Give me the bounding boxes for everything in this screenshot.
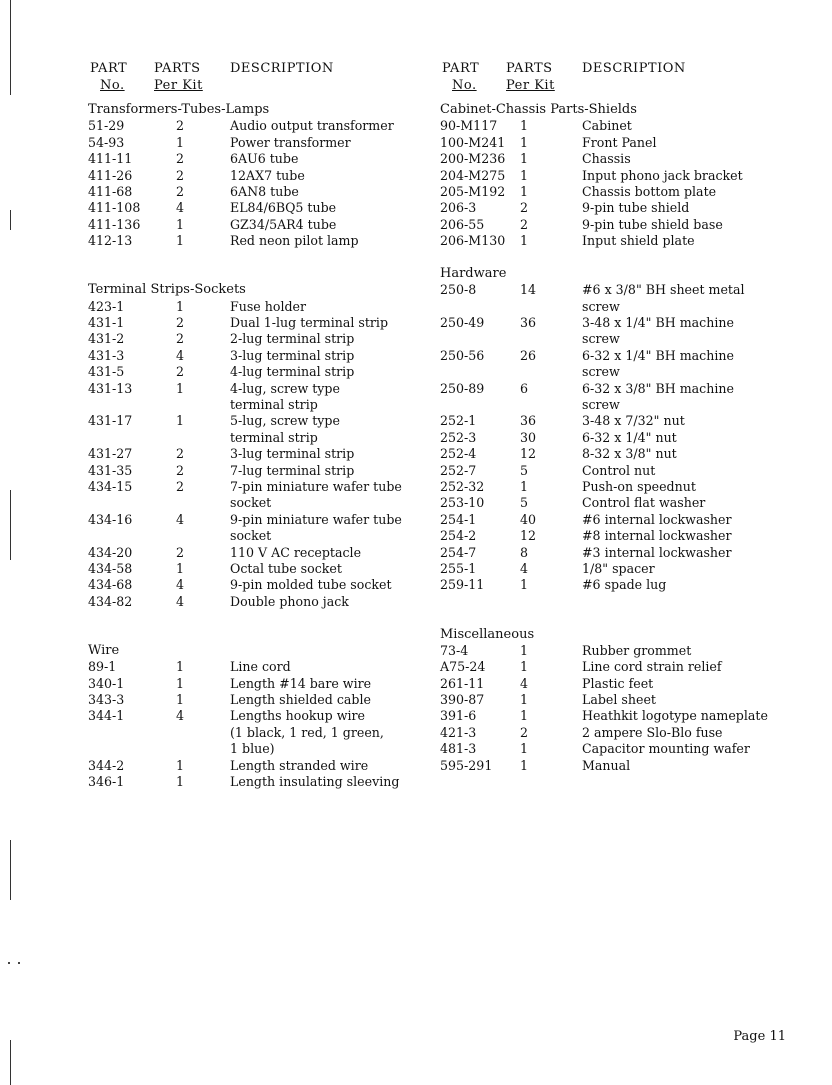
left-parts-column: [88, 60, 433, 790]
page-number: Page 11: [733, 1029, 786, 1044]
part-description: socket: [230, 495, 272, 511]
part-no-heading: PART No.: [90, 61, 128, 93]
parts-row: [440, 315, 832, 331]
part-number: 411-26: [88, 167, 133, 183]
parts-row: [88, 135, 433, 151]
spacer-row: [88, 250, 433, 266]
quantity-per-kit: 1: [520, 167, 529, 183]
right-parts-list: [440, 102, 832, 774]
scan-margin-mark: [10, 0, 11, 95]
parts-row: [88, 594, 433, 610]
parts-row: [88, 217, 433, 233]
column-header: [440, 60, 832, 102]
quantity-per-kit: 14: [520, 282, 537, 298]
part-number: 344-2: [88, 757, 125, 773]
parts-row: [88, 545, 433, 561]
parts-row: [88, 659, 433, 675]
part-number: 252-7: [440, 462, 477, 478]
parts-row: [440, 495, 832, 511]
scan-dot: [8, 962, 10, 964]
spacer-row: [440, 610, 832, 626]
spacer-row: [440, 250, 832, 266]
parts-row: [440, 168, 832, 184]
parts-row: [88, 413, 433, 429]
column-header: [88, 60, 433, 102]
section-title: Hardware: [440, 265, 507, 281]
quantity-per-kit: 2: [520, 724, 529, 740]
parts-row: [88, 233, 433, 249]
part-description: Length shielded cable: [230, 692, 371, 708]
description-heading: DESCRIPTION: [582, 61, 686, 76]
part-number: 261-11: [440, 675, 485, 691]
part-description: #6 x 3/8" BH sheet metal: [582, 282, 745, 298]
part-description: Control nut: [582, 462, 656, 478]
quantity-per-kit: 1: [520, 741, 529, 757]
part-description: Length #14 bare wire: [230, 675, 372, 691]
part-number: 431-13: [88, 380, 133, 396]
spacer-row: [88, 627, 433, 643]
parts-per-kit-heading: PARTS Per Kit: [506, 61, 555, 93]
parts-row: [440, 708, 832, 724]
parts-row: [440, 463, 832, 479]
part-description: Cabinet: [582, 118, 632, 134]
quantity-per-kit: 40: [520, 511, 537, 527]
scan-margin-mark: [10, 210, 11, 230]
quantity-per-kit: 1: [176, 560, 185, 576]
part-description: 2 ampere Slo-Blo fuse: [582, 724, 723, 740]
quantity-per-kit: 1: [520, 118, 529, 134]
parts-row-continuation: [88, 741, 433, 757]
section-title: Wire: [88, 642, 120, 658]
quantity-per-kit: 12: [520, 446, 537, 462]
section-heading: [440, 627, 832, 643]
parts-row-continuation: [440, 397, 832, 413]
part-number: 254-2: [440, 528, 477, 544]
quantity-per-kit: 1: [520, 659, 529, 675]
part-description: 3-lug terminal strip: [230, 446, 355, 462]
parts-row: [440, 512, 832, 528]
part-description: 9-pin tube shield base: [582, 216, 723, 232]
part-number: 259-11: [440, 577, 485, 593]
part-number: 254-1: [440, 511, 477, 527]
part-number: 481-3: [440, 741, 477, 757]
part-description: screw: [582, 331, 620, 347]
part-description: Manual: [582, 757, 631, 773]
description-heading: DESCRIPTION: [230, 61, 334, 76]
parts-row-continuation: [88, 495, 433, 511]
quantity-per-kit: 1: [520, 642, 529, 658]
parts-row-continuation: [440, 331, 832, 347]
part-number: 411-11: [88, 151, 133, 167]
part-number: 250-56: [440, 347, 485, 363]
section-title: Terminal Strips-Sockets: [88, 282, 246, 298]
part-number: 421-3: [440, 724, 477, 740]
part-number: 252-4: [440, 446, 477, 462]
part-description: 6-32 x 1/4" nut: [582, 429, 677, 445]
parts-row: [440, 692, 832, 708]
parts-per-kit-heading: PARTS Per Kit: [154, 61, 203, 93]
part-number: 423-1: [88, 298, 125, 314]
part-description: 1/8" spacer: [582, 560, 655, 576]
part-number: 206-3: [440, 200, 477, 216]
quantity-per-kit: 4: [176, 593, 185, 609]
part-description: Length insulating sleeving: [230, 774, 400, 790]
part-number: 434-16: [88, 511, 133, 527]
part-number: 250-8: [440, 282, 477, 298]
parts-row-continuation: [88, 725, 433, 741]
quantity-per-kit: 2: [176, 462, 185, 478]
part-number: 100-M241: [440, 134, 506, 150]
parts-row: [88, 299, 433, 315]
part-description: Chassis: [582, 151, 631, 167]
parts-row: [88, 200, 433, 216]
part-description: 7-lug terminal strip: [230, 462, 355, 478]
part-number: 434-68: [88, 577, 133, 593]
parts-row: [88, 168, 433, 184]
part-description: Input shield plate: [582, 233, 695, 249]
parts-row: [88, 561, 433, 577]
part-description: 6AU6 tube: [230, 151, 299, 167]
part-description: 9-pin tube shield: [582, 200, 690, 216]
part-description: socket: [230, 528, 272, 544]
quantity-per-kit: 2: [176, 118, 185, 134]
parts-row-continuation: [440, 364, 832, 380]
parts-row: [88, 577, 433, 593]
part-number: 252-32: [440, 478, 485, 494]
part-description: Control flat washer: [582, 495, 706, 511]
part-number: 434-20: [88, 544, 133, 560]
parts-row: [88, 315, 433, 331]
part-description: 3-48 x 1/4" BH machine: [582, 315, 734, 331]
part-description: Red neon pilot lamp: [230, 233, 359, 249]
part-number: 411-136: [88, 216, 141, 232]
scan-margin-mark: [10, 840, 11, 900]
quantity-per-kit: 5: [520, 495, 529, 511]
parts-row: [88, 512, 433, 528]
quantity-per-kit: 12: [520, 528, 537, 544]
parts-row-continuation: [88, 397, 433, 413]
part-number: 254-7: [440, 544, 477, 560]
spacer-row: [440, 594, 832, 610]
part-description: Heathkit logotype nameplate: [582, 708, 768, 724]
part-number: 431-3: [88, 347, 125, 363]
quantity-per-kit: 1: [176, 233, 185, 249]
quantity-per-kit: 30: [520, 429, 537, 445]
quantity-per-kit: 2: [176, 183, 185, 199]
part-number: 431-1: [88, 315, 125, 331]
part-description: 6-32 x 1/4" BH machine: [582, 347, 734, 363]
parts-row: [440, 643, 832, 659]
part-number: 205-M192: [440, 183, 506, 199]
quantity-per-kit: 8: [520, 544, 529, 560]
quantity-per-kit: 2: [176, 544, 185, 560]
section-title: Transformers-Tubes-Lamps: [88, 102, 270, 117]
scan-margin-mark: [10, 1040, 11, 1085]
part-description: Lengths hookup wire: [230, 708, 365, 724]
section-heading: [88, 102, 433, 118]
parts-row: [440, 676, 832, 692]
quantity-per-kit: 1: [520, 151, 529, 167]
scan-margin-mark: [10, 490, 11, 560]
part-description: 110 V AC receptacle: [230, 544, 362, 560]
part-number: 411-68: [88, 183, 133, 199]
part-description: 9-pin miniature wafer tube: [230, 511, 402, 527]
parts-row: [88, 758, 433, 774]
parts-row: [440, 528, 832, 544]
quantity-per-kit: 4: [176, 511, 185, 527]
part-number: 431-27: [88, 446, 133, 462]
part-number: 206-M130: [440, 233, 506, 249]
right-parts-column: [440, 60, 832, 774]
quantity-per-kit: 4: [176, 200, 185, 216]
quantity-per-kit: 1: [520, 577, 529, 593]
quantity-per-kit: 2: [520, 216, 529, 232]
part-description: Octal tube socket: [230, 560, 342, 576]
part-description: 1 blue): [230, 741, 275, 757]
section-heading: [88, 643, 433, 659]
part-description: #3 internal lockwasher: [582, 544, 732, 560]
part-description: 12AX7 tube: [230, 167, 305, 183]
part-description: #6 internal lockwasher: [582, 511, 732, 527]
parts-row: [440, 659, 832, 675]
parts-row: [88, 479, 433, 495]
part-description: #8 internal lockwasher: [582, 528, 732, 544]
parts-row: [88, 151, 433, 167]
part-description: screw: [582, 397, 620, 413]
part-number: 206-55: [440, 216, 485, 232]
part-description: Capacitor mounting wafer: [582, 741, 750, 757]
quantity-per-kit: 1: [520, 478, 529, 494]
quantity-per-kit: 26: [520, 347, 537, 363]
parts-row: [440, 135, 832, 151]
quantity-per-kit: 36: [520, 413, 537, 429]
part-number: 344-1: [88, 708, 125, 724]
part-number: 250-89: [440, 380, 485, 396]
spacer-row: [88, 266, 433, 282]
part-number: 411-108: [88, 200, 141, 216]
parts-row: [88, 348, 433, 364]
parts-row: [440, 577, 832, 593]
part-number: 595-291: [440, 757, 493, 773]
quantity-per-kit: 1: [176, 675, 185, 691]
part-no-heading: PART No.: [442, 61, 480, 93]
part-description: Line cord: [230, 659, 291, 675]
part-number: 343-3: [88, 692, 125, 708]
parts-row: [440, 430, 832, 446]
part-number: 346-1: [88, 774, 125, 790]
part-description: Rubber grommet: [582, 642, 692, 658]
part-number: 431-5: [88, 364, 125, 380]
section-heading: [440, 266, 832, 282]
section-title: Miscellaneous: [440, 626, 535, 642]
parts-row: [440, 413, 832, 429]
part-description: Front Panel: [582, 134, 657, 150]
parts-row: [440, 200, 832, 216]
parts-row: [88, 708, 433, 724]
part-number: A75-24: [440, 659, 486, 675]
quantity-per-kit: 1: [176, 659, 185, 675]
parts-row-continuation: [88, 430, 433, 446]
quantity-per-kit: 2: [176, 167, 185, 183]
quantity-per-kit: 4: [176, 347, 185, 363]
part-description: Dual 1-lug terminal strip: [230, 315, 389, 331]
parts-row: [440, 151, 832, 167]
quantity-per-kit: 4: [520, 560, 529, 576]
part-description: 4-lug terminal strip: [230, 364, 355, 380]
quantity-per-kit: 2: [520, 200, 529, 216]
section-heading: [88, 282, 433, 298]
parts-row: [88, 774, 433, 790]
part-number: 51-29: [88, 118, 125, 134]
quantity-per-kit: 1: [176, 757, 185, 773]
part-number: 412-13: [88, 233, 133, 249]
part-description: 6-32 x 3/8" BH machine: [582, 380, 734, 396]
parts-row: [440, 725, 832, 741]
part-number: 391-6: [440, 708, 477, 724]
part-description: Power transformer: [230, 134, 351, 150]
quantity-per-kit: 2: [176, 446, 185, 462]
quantity-per-kit: 1: [176, 298, 185, 314]
quantity-per-kit: 1: [520, 183, 529, 199]
part-description: 6AN8 tube: [230, 183, 299, 199]
part-number: 431-17: [88, 413, 133, 429]
part-number: 54-93: [88, 134, 125, 150]
part-number: 434-82: [88, 593, 133, 609]
quantity-per-kit: 2: [176, 151, 185, 167]
spacer-row: [88, 610, 433, 626]
part-description: Line cord strain relief: [582, 659, 722, 675]
part-description: GZ34/5AR4 tube: [230, 216, 337, 232]
quantity-per-kit: 1: [520, 708, 529, 724]
part-number: 90-M117: [440, 118, 498, 134]
parts-row: [440, 561, 832, 577]
parts-row: [88, 676, 433, 692]
parts-row: [88, 446, 433, 462]
part-description: terminal strip: [230, 429, 318, 445]
part-number: 255-1: [440, 560, 477, 576]
quantity-per-kit: 36: [520, 315, 537, 331]
part-description: Chassis bottom plate: [582, 183, 717, 199]
parts-row: [440, 184, 832, 200]
parts-row: [440, 233, 832, 249]
part-description: EL84/6BQ5 tube: [230, 200, 337, 216]
quantity-per-kit: 2: [176, 478, 185, 494]
part-number: 200-M236: [440, 151, 506, 167]
parts-row: [88, 381, 433, 397]
parts-row: [440, 741, 832, 757]
parts-row: [440, 282, 832, 298]
quantity-per-kit: 1: [176, 216, 185, 232]
section-heading: [440, 102, 832, 118]
part-number: 253-10: [440, 495, 485, 511]
part-description: Input phono jack bracket: [582, 167, 743, 183]
part-description: Label sheet: [582, 692, 656, 708]
parts-row: [88, 331, 433, 347]
quantity-per-kit: 4: [176, 577, 185, 593]
part-description: 9-pin molded tube socket: [230, 577, 392, 593]
part-number: 250-49: [440, 315, 485, 331]
part-description: 4-lug, screw type: [230, 380, 340, 396]
part-description: Push-on speednut: [582, 478, 696, 494]
part-description: screw: [582, 298, 620, 314]
parts-row: [88, 692, 433, 708]
quantity-per-kit: 1: [520, 134, 529, 150]
part-description: Double phono jack: [230, 593, 349, 609]
part-description: terminal strip: [230, 397, 318, 413]
quantity-per-kit: 4: [520, 675, 529, 691]
part-number: 431-35: [88, 462, 133, 478]
part-number: 252-1: [440, 413, 477, 429]
scan-dot: [18, 962, 20, 964]
parts-row: [440, 446, 832, 462]
part-number: 431-2: [88, 331, 125, 347]
part-description: 3-lug terminal strip: [230, 347, 355, 363]
part-description: 7-pin miniature wafer tube: [230, 478, 402, 494]
parts-row: [440, 479, 832, 495]
parts-row: [440, 118, 832, 134]
quantity-per-kit: 5: [520, 462, 529, 478]
quantity-per-kit: 1: [520, 233, 529, 249]
part-description: Fuse holder: [230, 298, 307, 314]
quantity-per-kit: 1: [176, 134, 185, 150]
parts-row: [88, 463, 433, 479]
part-number: 340-1: [88, 675, 125, 691]
parts-row-continuation: [88, 528, 433, 544]
parts-row: [88, 118, 433, 134]
quantity-per-kit: 1: [520, 757, 529, 773]
part-description: Plastic feet: [582, 675, 654, 691]
part-description: (1 black, 1 red, 1 green,: [230, 724, 384, 740]
part-number: 204-M275: [440, 167, 506, 183]
part-description: screw: [582, 364, 620, 380]
parts-row: [440, 217, 832, 233]
parts-row-continuation: [440, 299, 832, 315]
part-number: 434-15: [88, 478, 133, 494]
part-description: 3-48 x 7/32" nut: [582, 413, 685, 429]
part-number: 73-4: [440, 642, 469, 658]
quantity-per-kit: 2: [176, 331, 185, 347]
parts-row: [440, 545, 832, 561]
part-description: #6 spade lug: [582, 577, 667, 593]
quantity-per-kit: 4: [176, 708, 185, 724]
left-parts-list: [88, 102, 433, 790]
parts-row: [88, 184, 433, 200]
part-number: 252-3: [440, 429, 477, 445]
part-number: 434-58: [88, 560, 133, 576]
quantity-per-kit: 1: [176, 692, 185, 708]
section-title: Cabinet-Chassis Parts-Shields: [440, 102, 637, 117]
quantity-per-kit: 1: [176, 413, 185, 429]
parts-row: [440, 348, 832, 364]
quantity-per-kit: 1: [176, 380, 185, 396]
quantity-per-kit: 6: [520, 380, 529, 396]
quantity-per-kit: 1: [520, 692, 529, 708]
part-number: 390-87: [440, 692, 485, 708]
part-number: 89-1: [88, 659, 117, 675]
quantity-per-kit: 2: [176, 364, 185, 380]
quantity-per-kit: 1: [176, 774, 185, 790]
parts-row: [440, 381, 832, 397]
part-description: 2-lug terminal strip: [230, 331, 355, 347]
part-description: 5-lug, screw type: [230, 413, 340, 429]
parts-row: [440, 758, 832, 774]
part-description: Audio output transformer: [230, 118, 394, 134]
quantity-per-kit: 2: [176, 315, 185, 331]
parts-row: [88, 364, 433, 380]
part-description: Length stranded wire: [230, 757, 369, 773]
part-description: 8-32 x 3/8" nut: [582, 446, 677, 462]
